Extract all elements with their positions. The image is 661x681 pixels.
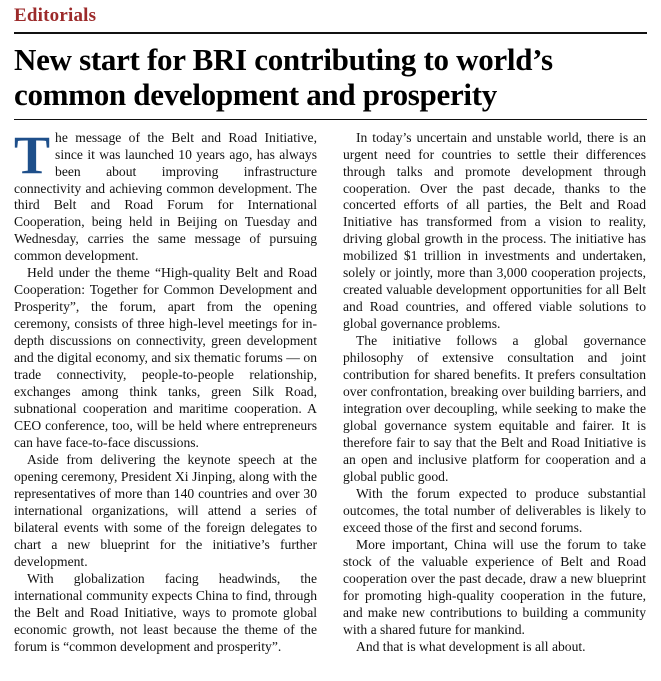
section-label: Editorials (14, 5, 97, 26)
paragraph: In today’s uncertain and unstable world, there is an urgent need for countries to settle their differences through talks and promote development through cooperation. Over the past decade, thanks to the concerted efforts of all parties, the Belt and Road Initiative has transformed from a vision to reality, driving global growth in the process. The initiative has mobilized $1 trillion in investments and undertaken, solely or jointly, more than 3,000 cooperation projects, created valuable development opportunities for all Belt and Road countries, and offered viable solutions to global governance problems. (343, 129, 646, 332)
headline-line-1: New start for BRI contributing to world’s (14, 41, 553, 77)
paragraph: With the forum expected to produce substantial outcomes, the total number of deliverables is likely to exceed those of the first and second forums. (343, 486, 646, 536)
paragraph-text: he message of the Belt and Road Initiative, since it was launched 10 years ago, has always been about improving infrastructure connectivity and achieving common development. The third Belt and Road Forum for International Cooperation, being held in Beijing on Tuesday and Wednesday, carries the same message of pursuing common development. (14, 129, 317, 264)
paragraph: More important, China will use the forum to take stock of the valuable experience of Belt and Road cooperation over the past decade, draw a new blueprint for promoting high-quality cooperation in the future, and make new contributions to building a community with a shared future for mankind. (343, 537, 646, 638)
page-title (14, 42, 647, 113)
article-body (14, 124, 647, 657)
paragraph-lead (14, 124, 317, 266)
paragraph: Held under the theme “High-quality Belt and Road Cooperation: Together for Common Development and Prosperity”, the forum, apart from the opening ceremony, consists of three high-level meetings for in-depth discussions on connectivity, green development and the digital economy, and six thematic forums — on trade connectivity, people-to-people relationship, exchanges among think tanks, green Silk Road, subnational cooperation and maritime cooperation. A CEO conference, too, will be held where entrepreneurs can have face-to-face discussions. (14, 265, 317, 451)
column-right (343, 130, 646, 657)
masthead-divider (14, 32, 647, 34)
paragraph: Aside from delivering the keynote speech at the opening ceremony, President Xi Jinping, along with the representatives of more than 140 countries and over 30 international organizations, will attend a series of bilateral events with some of the foreign delegates to chart a new blueprint for the initiative’s further development. (14, 452, 317, 570)
headline-divider (14, 119, 647, 120)
drop-cap: T (14, 124, 51, 185)
paragraph: With globalization facing headwinds, the international community expects China to find, through the Belt and Road Initiative, ways to promote global economic growth, not least because the theme of the forum is “common development and prosperity”. (14, 571, 317, 655)
paragraph-closing: And that is what development is all about. (356, 639, 586, 655)
headline-line-2: common development and prosperity (14, 77, 497, 113)
column-left (14, 124, 317, 657)
paragraph: The initiative follows a global governance philosophy of extensive consultation and joint contribution for shared benefits. It prefers consultation over confrontation, breaking over building barriers, and integration over decoupling, while seeking to make the global governance system equitable and fairer. It is therefore fair to say that the Belt and Road Initiative is an open and inclusive platform for cooperation and a global public good. (343, 333, 646, 485)
